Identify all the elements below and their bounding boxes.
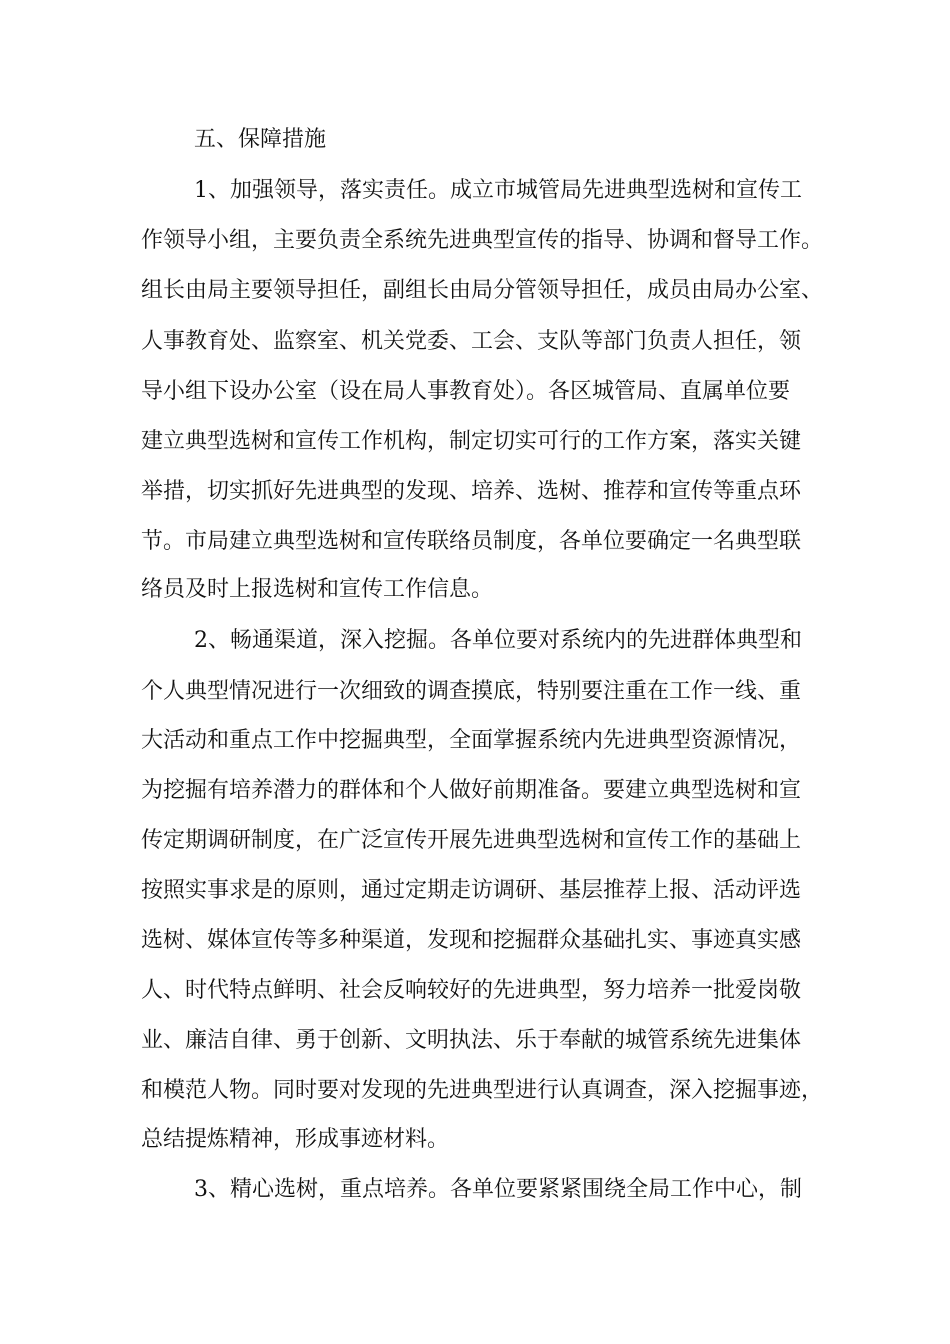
paragraph-line: 举措，切实抓好先进典型的发现、培养、选树、推荐和宣传等重点环 (141, 479, 802, 504)
paragraph-line: 组长由局主要领导担任，副组长由局分管领导担任，成员由局办公室、 (141, 278, 824, 303)
paragraph-line: 人、时代特点鲜明、社会反响较好的先进典型，努力培养一批爱岗敬 (141, 978, 802, 1003)
paragraph-line: 为挖掘有培养潜力的群体和个人做好前期准备。要建立典型选树和宣 (141, 778, 802, 803)
paragraph-line: 1、加强领导，落实责任。成立市城管局先进典型选树和宣传工 (194, 178, 802, 203)
paragraph-line: 总结提炼精神，形成事迹材料。 (141, 1127, 450, 1152)
paragraph-line: 2、畅通渠道，深入挖掘。各单位要对系统内的先进群体典型和 (194, 628, 802, 653)
paragraph-line: 大活动和重点工作中挖掘典型，全面掌握系统内先进典型资源情况， (141, 728, 802, 753)
paragraph-line: 3、精心选树，重点培养。各单位要紧紧围绕全局工作中心，制 (194, 1177, 802, 1202)
paragraph-line: 传定期调研制度，在广泛宣传开展先进典型选树和宣传工作的基础上 (141, 828, 802, 853)
paragraph-line: 业、廉洁自律、勇于创新、文明执法、乐于奉献的城管系统先进集体 (141, 1028, 802, 1053)
section-heading: 五、保障措施 (194, 127, 327, 152)
paragraph-line: 建立典型选树和宣传工作机构，制定切实可行的工作方案，落实关键 (141, 429, 802, 454)
paragraph-line: 节。市局建立典型选树和宣传联络员制度，各单位要确定一名典型联 (141, 529, 802, 554)
paragraph-line: 导小组下设办公室（设在局人事教育处）。各区城管局、直属单位要 (141, 379, 791, 404)
paragraph-line: 个人典型情况进行一次细致的调查摸底，特别要注重在工作一线、重 (141, 679, 802, 704)
paragraph-line: 和模范人物。同时要对发现的先进典型进行认真调查，深入挖掘事迹， (141, 1078, 824, 1103)
paragraph-line: 络员及时上报选树和宣传工作信息。 (141, 577, 494, 602)
paragraph-line: 作领导小组，主要负责全系统先进典型宣传的指导、协调和督导工作。 (141, 228, 824, 253)
paragraph-line: 按照实事求是的原则，通过定期走访调研、基层推荐上报、活动评选 (141, 878, 802, 903)
paragraph-line: 人事教育处、监察室、机关党委、工会、支队等部门负责人担任，领 (141, 329, 802, 354)
paragraph-line: 选树、媒体宣传等多种渠道，发现和挖掘群众基础扎实、事迹真实感 (141, 928, 802, 953)
